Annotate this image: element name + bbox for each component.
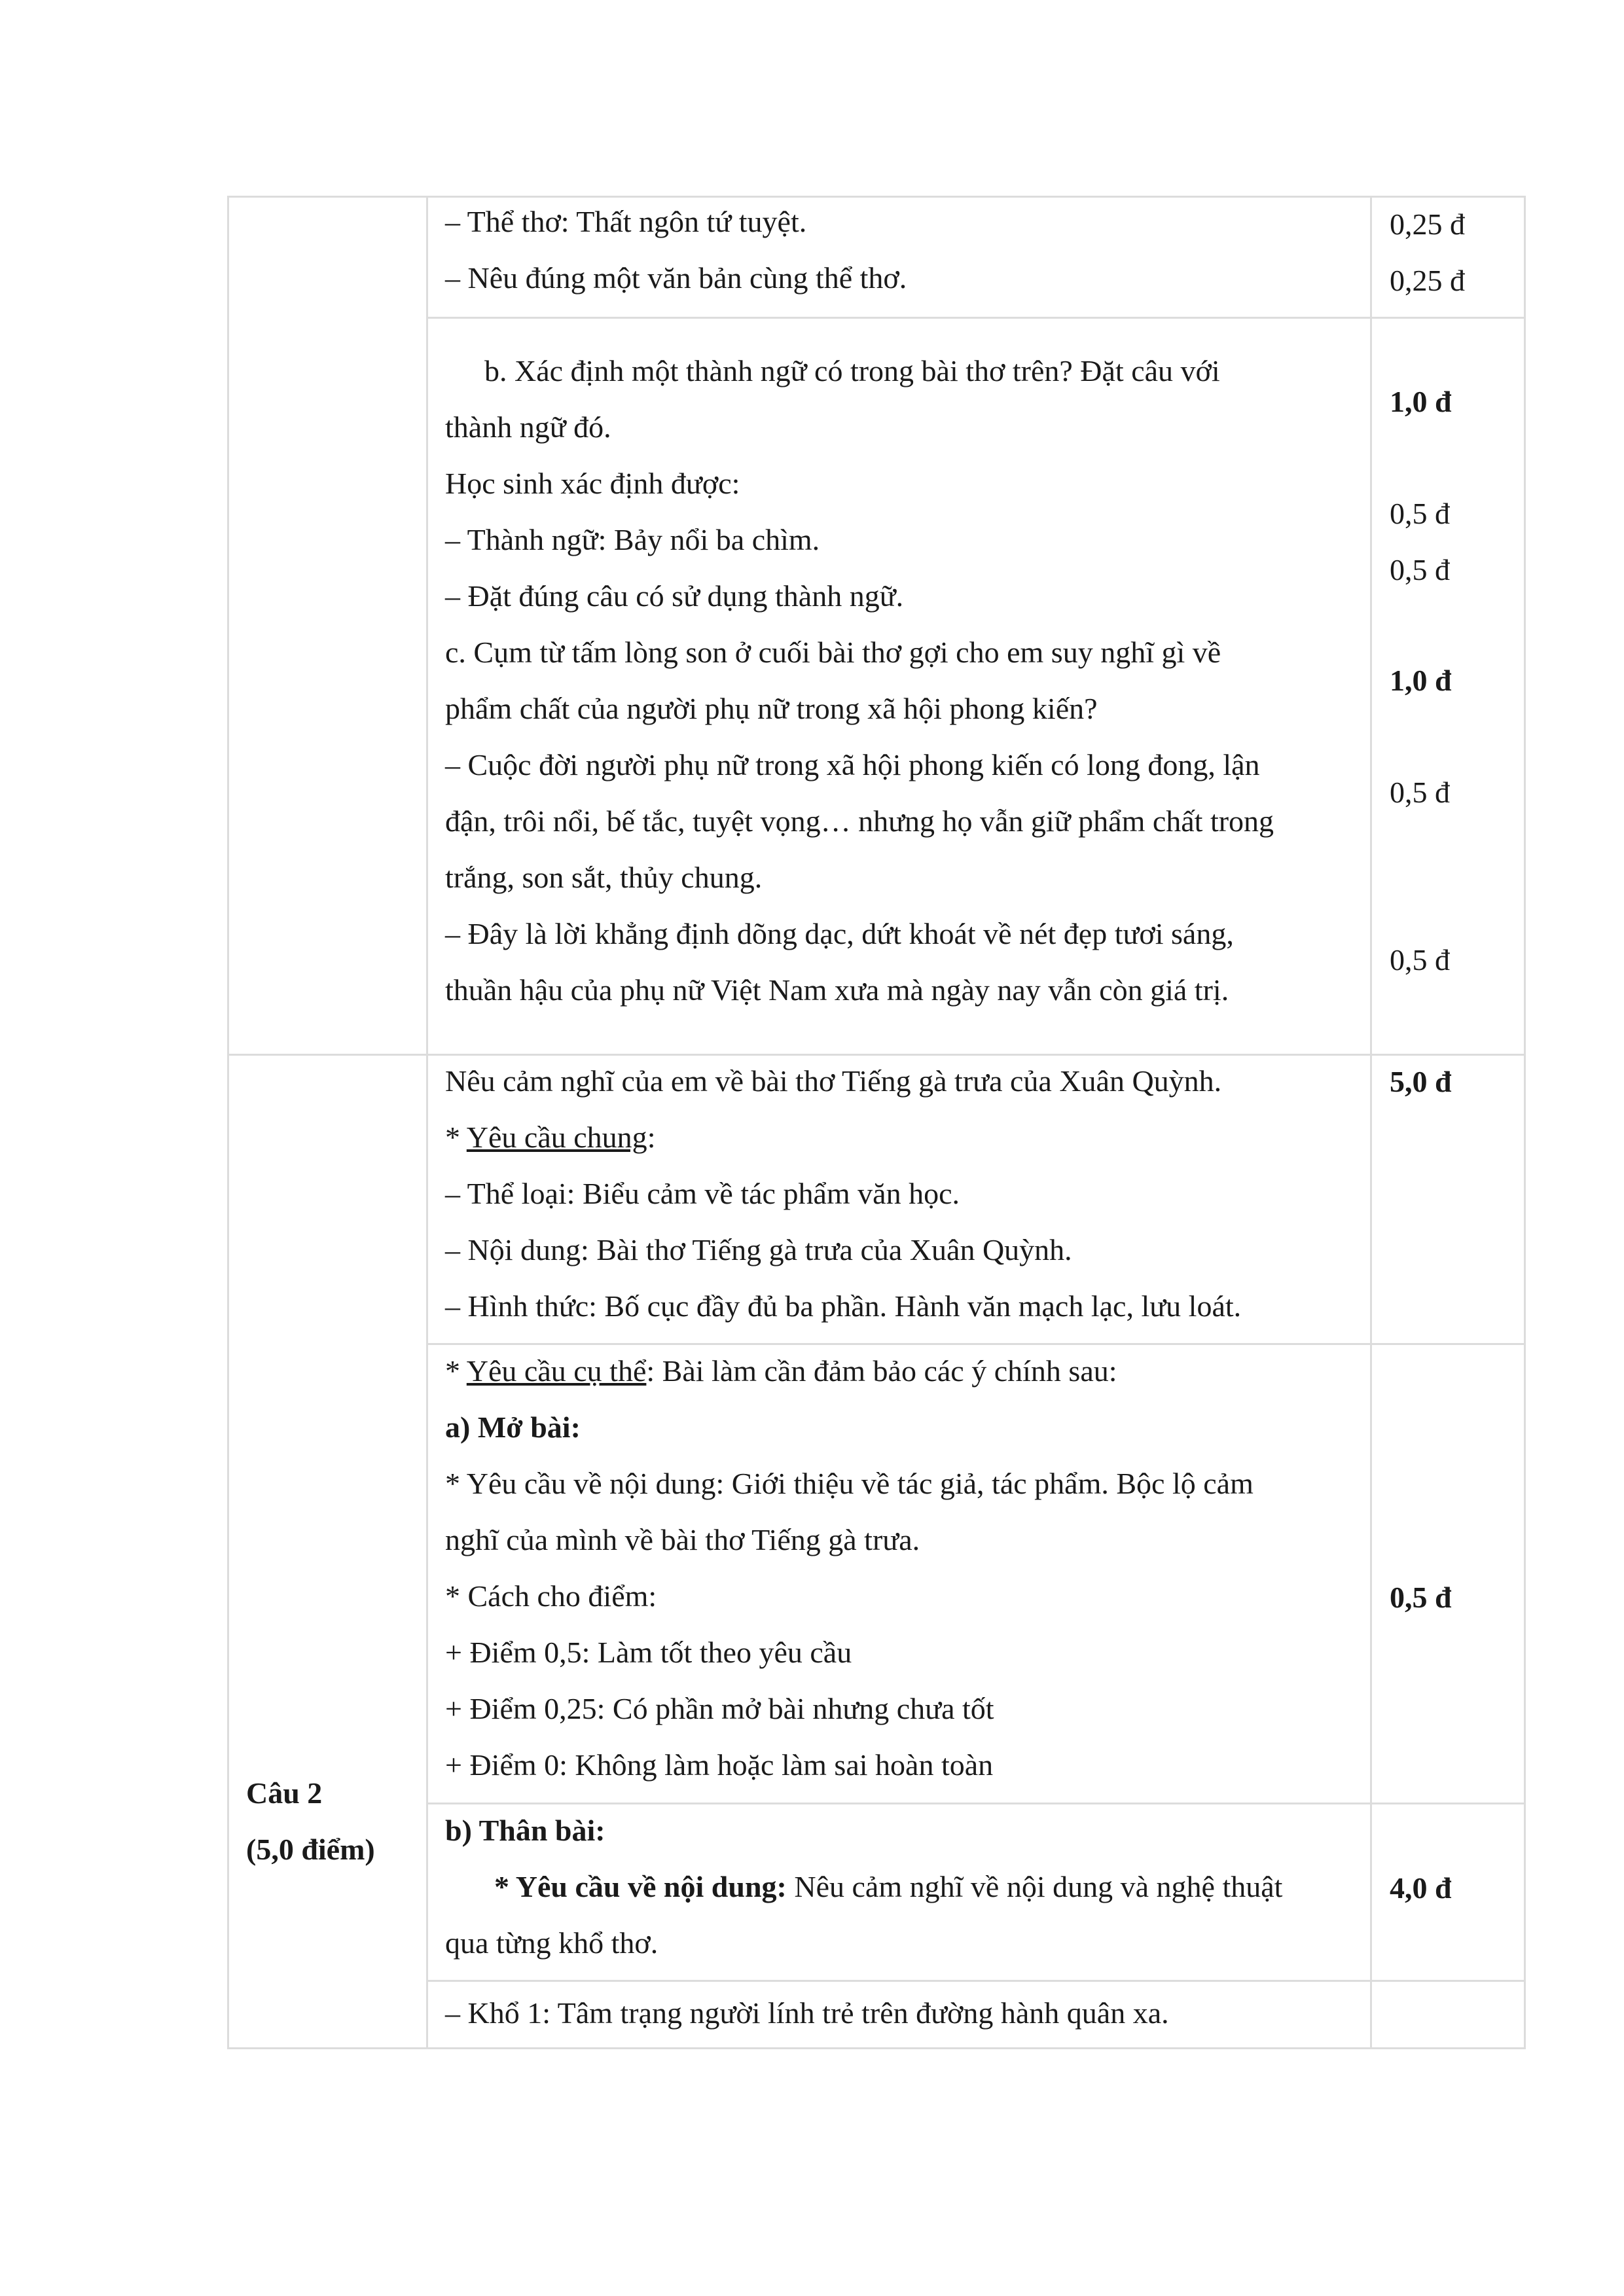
content-requirement: – Nội dung: Bài thơ Tiếng gà trưa của Xuân Quỳnh.	[445, 1233, 1072, 1266]
score-introduction: 0,5 đ	[1390, 1581, 1452, 1614]
idiom-sentence-answer: – Đặt đúng câu có sử dụng thành ngữ.	[445, 579, 904, 613]
question-b-intro: Học sinh xác định được:	[445, 467, 740, 500]
general-requirements-colon: :	[647, 1121, 656, 1154]
specific-requirements-rest: : Bài làm cần đảm bảo các ý chính sau:	[646, 1354, 1117, 1388]
general-requirements-label: Yêu cầu chung	[466, 1121, 647, 1154]
question-b-line-1: b. Xác định một thành ngữ có trong bài thơ trên? Đặt câu với	[484, 354, 1220, 387]
row-divider-5	[426, 1980, 1526, 1982]
same-form-text-line: – Nêu đúng một văn bản cùng thể thơ.	[445, 261, 907, 295]
score-essay-total: 5,0 đ	[1390, 1065, 1452, 1098]
score-idiom-answer: 0,5 đ	[1390, 497, 1450, 530]
introduction-requirement-line-1: * Yêu cầu về nội dung: Giới thiệu về tác giả, tác phẩm. Bộc lộ cảm	[445, 1467, 1254, 1500]
body-requirement-label: * Yêu cầu về nội dung:	[494, 1870, 787, 1903]
score-answer-c-item-1: 0,5 đ	[1390, 776, 1450, 809]
table-border-top	[227, 196, 1526, 198]
question-2-points: (5,0 điểm)	[246, 1833, 375, 1866]
score-question-c: 1,0 đ	[1390, 664, 1452, 697]
scoring-guide-item-1: + Điểm 0,5: Làm tốt theo yêu cầu	[445, 1636, 852, 1669]
body-heading: b) Thân bài:	[445, 1814, 605, 1847]
answer-c-item-2-line-2: thuần hậu của phụ nữ Việt Nam xưa mà ngày nay vẫn còn giá trị.	[445, 973, 1229, 1007]
scoring-guide-item-3: + Điểm 0: Không làm hoặc làm sai hoàn toàn	[445, 1748, 994, 1782]
row-divider-1	[426, 317, 1526, 319]
introduction-heading: a) Mở bài:	[445, 1410, 581, 1444]
poem-form-line: – Thể thơ: Thất ngôn tứ tuyệt.	[445, 205, 807, 238]
body-requirement-text: Nêu cảm nghĩ về nội dung và nghệ thuật	[786, 1870, 1283, 1903]
question-2-label: Câu 2	[246, 1776, 323, 1810]
question-c-line-1: c. Cụm từ tấm lòng son ở cuối bài thơ gợi cho em suy nghĩ gì về	[445, 636, 1221, 669]
question-c-line-2: phẩm chất của người phụ nữ trong xã hội phong kiến?	[445, 692, 1098, 725]
answer-c-item-2-line-1: – Đây là lời khẳng định dõng dạc, dứt khoát về nét đẹp tươi sáng,	[445, 917, 1234, 950]
answer-c-item-1-line-3: trắng, son sắt, thủy chung.	[445, 861, 763, 894]
stanza-1-line: – Khổ 1: Tâm trạng người lính trẻ trên đường hành quân xa.	[445, 1996, 1169, 2030]
table-border-bottom	[227, 2047, 1526, 2049]
score-question-b: 1,0 đ	[1390, 385, 1452, 418]
score-same-form-text: 0,25 đ	[1390, 264, 1465, 297]
body-requirement-line-2: qua từng khổ thơ.	[445, 1926, 659, 1960]
specific-requirements-label: Yêu cầu cụ thể	[466, 1354, 647, 1388]
form-requirement: – Hình thức: Bố cục đầy đủ ba phần. Hành văn mạch lạc, lưu loát.	[445, 1289, 1242, 1323]
general-requirements-heading	[445, 1109, 655, 1166]
genre-requirement: – Thể loại: Biểu cảm về tác phẩm văn học.	[445, 1177, 960, 1210]
column-divider-1	[426, 196, 428, 2049]
scoring-guide-label: * Cách cho điểm:	[445, 1579, 657, 1613]
specific-requirements-star: *	[445, 1354, 467, 1388]
table-border-left	[227, 196, 229, 2049]
answer-c-item-1-line-2: đận, trôi nổi, bế tắc, tuyệt vọng… nhưng họ vẫn giữ phẩm chất trong	[445, 804, 1274, 838]
introduction-requirement-line-2: nghĩ của mình về bài thơ Tiếng gà trưa.	[445, 1523, 920, 1556]
general-requirements-star: *	[445, 1121, 467, 1154]
table-border-right	[1524, 196, 1526, 2049]
essay-prompt: Nêu cảm nghĩ của em về bài thơ Tiếng gà trưa của Xuân Quỳnh.	[445, 1064, 1222, 1098]
scoring-guide-item-2: + Điểm 0,25: Có phần mở bài nhưng chưa tốt	[445, 1692, 994, 1725]
body-requirement-line-1	[494, 1859, 1282, 1915]
score-answer-c-item-2: 0,5 đ	[1390, 943, 1450, 977]
score-body: 4,0 đ	[1390, 1871, 1452, 1905]
answer-c-item-1-line-1: – Cuộc đời người phụ nữ trong xã hội phong kiến có long đong, lận	[445, 748, 1260, 781]
question-b-line-2: thành ngữ đó.	[445, 410, 611, 444]
specific-requirements-heading	[445, 1343, 1117, 1399]
score-poem-form: 0,25 đ	[1390, 207, 1465, 241]
column-divider-2	[1370, 196, 1372, 2049]
score-idiom-sentence: 0,5 đ	[1390, 553, 1450, 586]
idiom-answer: – Thành ngữ: Bảy nổi ba chìm.	[445, 523, 820, 556]
